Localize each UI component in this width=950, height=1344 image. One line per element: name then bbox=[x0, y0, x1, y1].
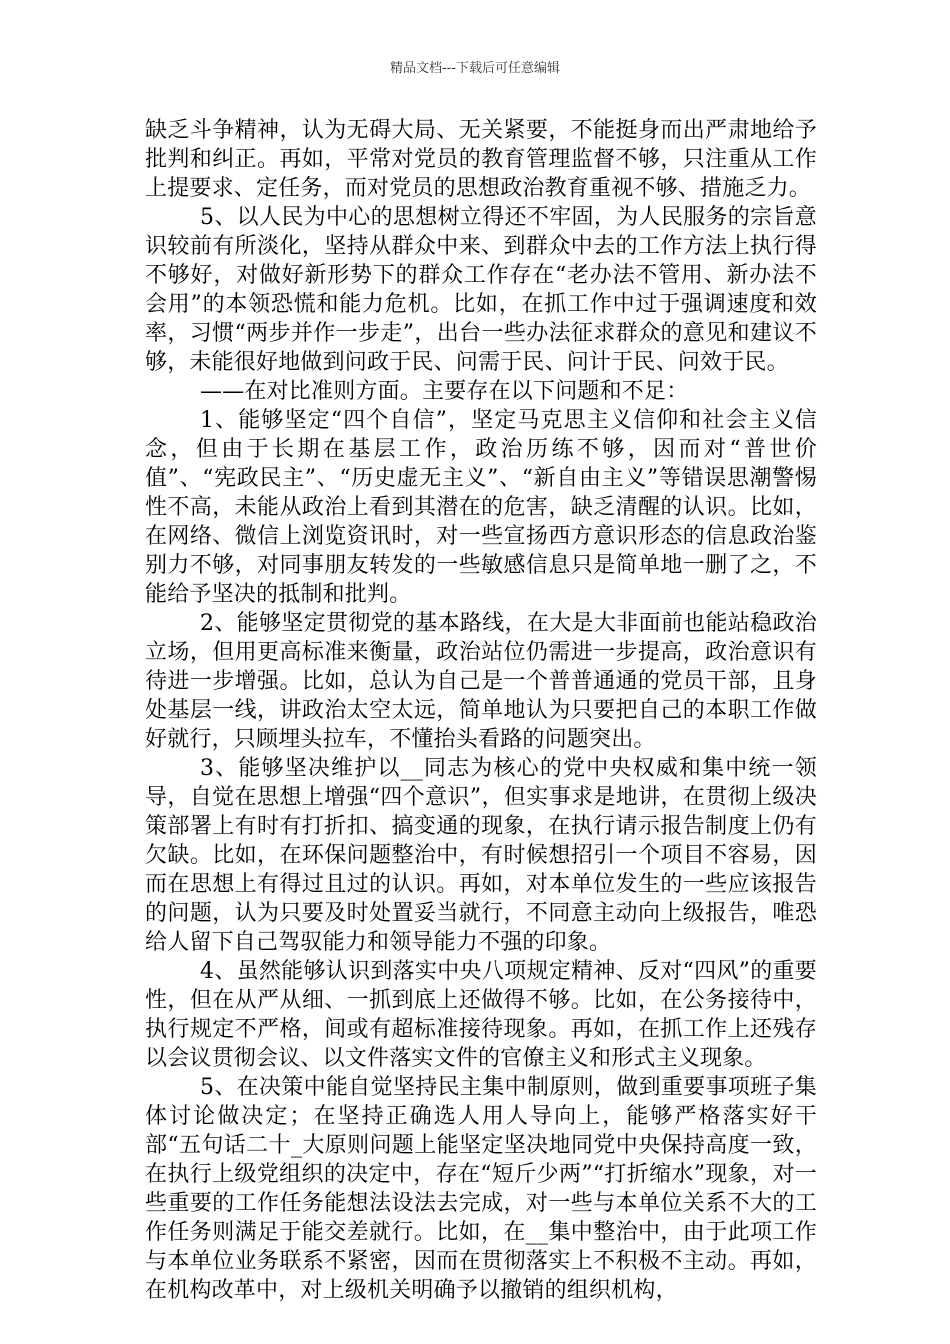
page-header: 精品文档---下载后可任意编辑 bbox=[389, 61, 561, 76]
section-heading: ——在对比准则方面。主要存在以下问题和不足： bbox=[200, 379, 689, 404]
paragraph: 5、在决策中能自觉坚持民主集中制原则，做到重要事项班子集体讨论做决定；在坚持正确选人用人导向上，能够严格落实好干部“五句话二十_大原则问题上能坚定坚决地同党中央保持高度一致，在执行上级党组织的决定中，存在“短斤少两”“打折缩水”现象，对一些重要的工作任务能想法设法去完成，对一些与本单位关系不大的工作任务则满足于能交差就行。比如，在__集中整治中，由于此项工作与本单位业务联系不紧密，因而在贯彻落实上不积极不主动。再如，在机构改革中，对上级机关明确予以撤销的组织机构， bbox=[145, 1075, 817, 1303]
paragraph: 2、能够坚定贯彻党的基本路线，在大是大非面前也能站稳政治立场，但用更高标准来衡量，政治站位仍需进一步提高，政治意识有待进一步增强。比如，总认为自己是一个普普通通的党员干部，且身处基层一线，讲政治太空太远，简单地认为只要把自己的本职工作做好就行，只顾埋头拉车，不懂抬头看路的问题突出。 bbox=[145, 611, 817, 752]
paragraph: 缺乏斗争精神，认为无碍大局、无关紧要，不能挺身而出严肃地给予批判和纠正。再如，平常对党员的教育管理监督不够，只注重从工作上提要求、定任务，而对党员的思想政治教育重视不够、措施乏力。 bbox=[145, 118, 817, 201]
paragraph: 5、以人民为中心的思想树立得还不牢固，为人民服务的宗旨意识较前有所淡化，坚持从群众中来、到群众中去的工作方法上执行得不够好，对做好新形势下的群众工作存在“老办法不管用、新办法不会用”的本领恐慌和能力危机。比如，在抓工作中过于强调速度和效率，习惯“两步并作一步走”，出台一些办法征求群众的意见和建议不够，未能很好地做到问政于民、问需于民、问计于民、问效于民。 bbox=[145, 205, 817, 375]
document-body bbox=[145, 116, 817, 1305]
paragraph: 4、虽然能够认识到落实中央八项规定精神、反对“四风”的重要性，但在从严从细、一抓到底上还做得不够。比如，在公务接待中，执行规定不严格，间或有超标准接待现象。再如，在抓工作上还残存以会议贯彻会议、以文件落实文件的官僚主义和形式主义现象。 bbox=[145, 959, 817, 1071]
paragraph: 1、能够坚定“四个自信”，坚定马克思主义信仰和社会主义信念，但由于长期在基层工作，政治历练不够，因而对“普世价值”、“宪政民主”、“历史虚无主义”、“新自由主义”等错误思潮警惕性不高，未能从政治上看到其潜在的危害，缺乏清醒的认识。比如，在网络、微信上浏览资讯时，对一些宣扬西方意识形态的信息政治鉴别力不够，对同事朋友转发的一些敏感信息只是简单地一删了之，不能给予坚决的抵制和批判。 bbox=[145, 408, 817, 607]
paragraph: 3、能够坚决维护以__同志为核心的党中央权威和集中统一领导，自觉在思想上增强“四个意识”，但实事求是地讲，在贯彻上级决策部署上有时有打折扣、搞变通的现象，在执行请示报告制度上仍有欠缺。比如，在环保问题整治中，有时候想招引一个项目不容易，因而在思想上有得过且过的认识。再如，对本单位发生的一些应该报告的问题，认为只要及时处置妥当就行，不同意主动向上级报告，唯恐给人留下自己驾驭能力和领导能力不强的印象。 bbox=[145, 756, 817, 955]
